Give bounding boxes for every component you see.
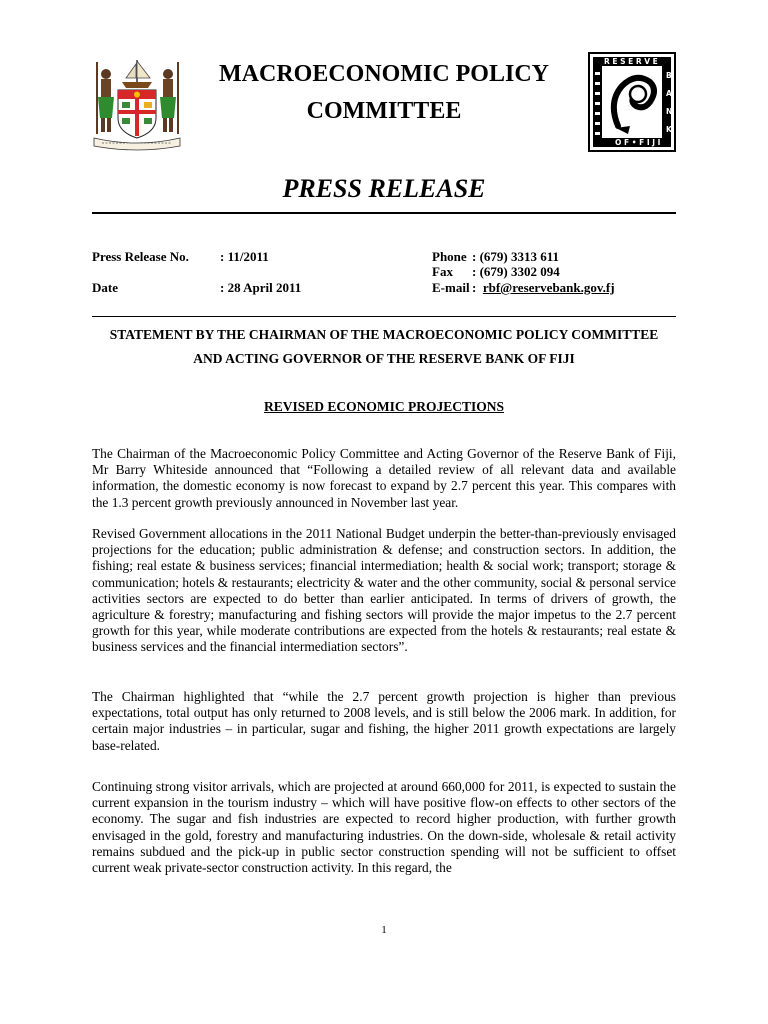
title-line-2: COMMITTEE [306,98,462,124]
title-line-1: MACROECONOMIC POLICY [219,61,549,87]
svg-text:R E S E R V E: R E S E R V E [604,57,658,66]
phone-value: : (679) 3313 611 [472,249,560,264]
statement-heading-line-2: AND ACTING GOVERNOR OF THE RESERVE BANK OF FIJI [193,351,575,366]
svg-text:B: B [666,71,672,80]
date-label: Date [92,280,118,295]
fax-label: Fax [432,264,453,279]
header-divider [92,212,676,214]
body-paragraph-4: Continuing strong visitor arrivals, which are projected at around 660,000 for 2011, is expected to sustain the current expansion in the tourism industry – which will have positive flow-on effects to other sectors of the economy. The sugar and fish industries are expected to record higher production, with further growth envisaged in the gold, forestry and manufacturing industries. On the down-side, wholesale & retail activity remains subdued and the pick-up in public sector construction spending will not be sufficient to offset current weak private-sector construction activity. In this regard, the [92,779,676,876]
email-separator: : [472,280,477,295]
body-paragraph-2: Revised Government allocations in the 2011 National Budget underpin the better-than-previously envisaged projections for the education; public administration & defense; and construction sectors. In addition, the fishing; real estate & business services; financial intermediation; health & social work; transport; storage & communication; hotels & restaurants; electricity & water and the other community, social & personal service activities sectors are expected to do better than earlier anticipated. In terms of drivers of growth, the agriculture & forestry; manufacturing and fishing sectors will provide the major impetus to the 2.7 percent growth for this year, while moderate contributions are expected from the hotels & restaurants; real estate & business services and the financial intermediation sectors”. [92,526,676,655]
meta-divider [92,316,676,317]
section-subheading: REVISED ECONOMIC PROJECTIONS [263,399,505,414]
svg-text:O F • F I J I: O F • F I J I [615,138,661,147]
doc-type-heading: PRESS RELEASE [282,174,486,203]
committee-title [190,56,578,130]
svg-text:K: K [666,125,672,134]
svg-text:A: A [666,89,672,98]
phone-label: Phone [432,249,467,264]
reserve-bank-seal-icon [588,52,676,152]
fiji-coat-of-arms-icon [88,52,186,152]
page-number: 1 [381,924,387,936]
fax-value: : (679) 3302 094 [472,264,560,279]
svg-text:N: N [666,107,673,116]
press-release-no-label: Press Release No. [92,249,189,264]
press-release-no-value: : 11/2011 [220,249,269,264]
body-paragraph-3: The Chairman highlighted that “while the 2.7 percent growth projection is higher than previous expectations, total output has only returned to 2008 levels, and is still below the 2006 mark. In addition, for certain major industries – in particular, sugar and fishing, the higher 2011 growth expectations are largely base-related. [92,689,676,753]
body-paragraph-1: The Chairman of the Macroeconomic Policy Committee and Acting Governor of the Reserve Bank of Fiji, Mr Barry Whiteside announced that “Following a detailed review of all relevant data and available information, the domestic economy is now forecast to expand by 2.7 percent this year. This compares with the 1.3 percent growth previously announced in November last year. [92,446,676,510]
email-label: E-mail [432,280,470,295]
date-value: : 28 April 2011 [220,280,302,295]
email-link[interactable]: rbf@reservebank.gov.fj [482,280,615,295]
email-row [472,280,615,295]
statement-heading-line-1: STATEMENT BY THE CHAIRMAN OF THE MACROECONOMIC POLICY COMMITTEE [109,327,659,342]
